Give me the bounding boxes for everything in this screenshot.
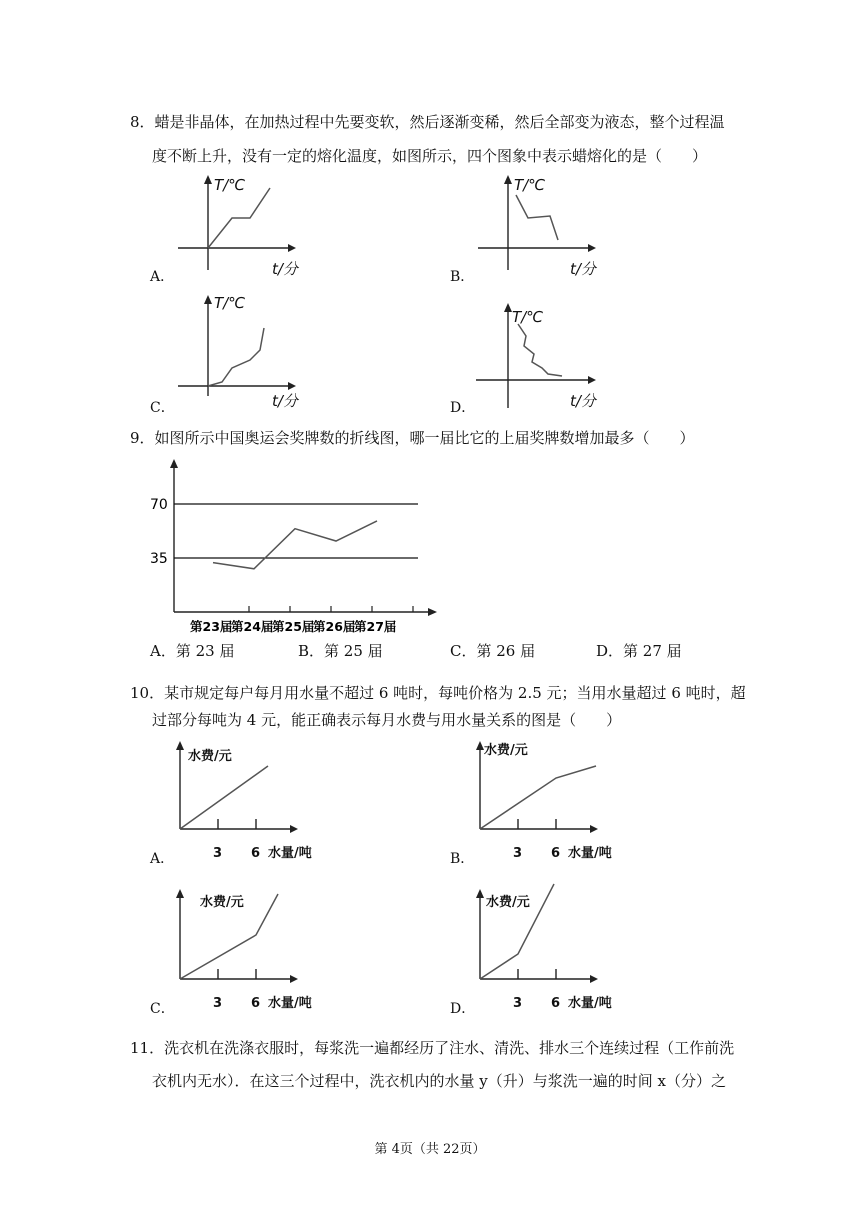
q10-graph-b (470, 734, 630, 864)
x-axis-label: t/分 (272, 260, 298, 278)
tick-3: 3 (513, 996, 523, 1011)
q9-option-d: D．第 27 届 (596, 642, 682, 660)
q8-option-c: C． (150, 400, 175, 416)
curve (180, 766, 268, 829)
q8-graph-c (170, 288, 320, 410)
page-footer: 第 4页（共 22页） (374, 1142, 486, 1157)
q10-text-line1: 10．某市规定每户每月用水量不超过 6 吨时，每吨价格为 2.5 元；当用水量超过 6 吨时，超 (130, 684, 746, 702)
q10-graph-a (170, 734, 330, 864)
y-axis-label: 水费/元 (188, 749, 232, 764)
category-label: 第25届 (272, 619, 315, 634)
curve (480, 766, 596, 829)
x-axis-label: 水量/吨 (568, 996, 612, 1011)
x-axis-label: 水量/吨 (268, 996, 312, 1011)
y-axis-label: 水费/元 (200, 895, 244, 910)
q9-option-a: A．第 23 届 (150, 642, 235, 660)
q8-text-line1: 8．蜡是非晶体，在加热过程中先要变软，然后逐渐变稀，然后全部变为液态，整个过程温 (130, 113, 725, 131)
tick-6: 6 (551, 996, 561, 1011)
y-axis-label: T/℃ (214, 176, 246, 194)
category-label: 第27届 (354, 619, 397, 634)
q8-text-line2: 度不断上升，没有一定的熔化温度，如图所示，四个图象中表示蜡熔化的是（ ） (152, 147, 708, 165)
tick-3: 3 (513, 846, 523, 861)
q8-option-b: B． (450, 269, 475, 285)
curve (516, 195, 558, 240)
q8-graph-b (470, 170, 620, 280)
tick-6: 6 (251, 996, 261, 1011)
y-axis-label: T/℃ (512, 308, 544, 326)
curve (208, 188, 270, 248)
q8-graph-a (170, 170, 320, 280)
q9-option-b: B．第 25 届 (298, 642, 383, 660)
y-tick-label: 35 (150, 551, 168, 567)
q10-option-a: A． (150, 851, 175, 867)
q9-text: 9．如图所示中国奥运会奖牌数的折线图，哪一届比它的上届奖牌数增加最多（ ） (130, 429, 695, 447)
q10-option-d: D． (450, 1001, 476, 1017)
q11-text-line2: 衣机内无水）．在这三个过程中，洗衣机内的水量 y（升）与浆洗一遍的时间 x（分）之 (152, 1072, 726, 1090)
curve (208, 328, 264, 386)
x-axis-label: 水量/吨 (568, 846, 612, 861)
x-axis-label: 水量/吨 (268, 846, 312, 861)
tick-3: 3 (213, 996, 223, 1011)
category-label: 第24届 (231, 619, 274, 634)
q10-graph-d (470, 882, 630, 1014)
y-tick-label: 70 (150, 497, 168, 513)
x-axis-label: t/分 (570, 392, 596, 410)
q8-option-d: D． (450, 400, 476, 416)
category-label: 第23届 (190, 619, 233, 634)
q11-text-line1: 11．洗衣机在洗涤衣服时，每浆洗一遍都经历了注水、清洗、排水三个连续过程（工作前洗 (130, 1039, 735, 1057)
q10-graph-c (170, 882, 330, 1014)
curve (518, 324, 562, 376)
x-axis-label: t/分 (272, 392, 298, 410)
tick-6: 6 (251, 846, 261, 861)
series-line (213, 521, 377, 569)
y-axis-label: 水费/元 (484, 743, 528, 758)
q10-text-line2: 过部分每吨为 4 元，能正确表示每月水费与用水量关系的图是（ ） (152, 711, 622, 729)
tick-3: 3 (213, 846, 223, 861)
q8-option-a: A． (150, 269, 175, 285)
y-axis-label: T/℃ (514, 176, 546, 194)
q9-option-c: C．第 26 届 (450, 642, 536, 660)
x-axis-label: t/分 (570, 260, 596, 278)
tick-6: 6 (551, 846, 561, 861)
y-axis-label: 水费/元 (486, 895, 530, 910)
medal-line-chart (140, 456, 445, 638)
q10-option-b: B． (450, 851, 475, 867)
q10-option-c: C． (150, 1001, 175, 1017)
category-label: 第26届 (313, 619, 356, 634)
q8-graph-d (470, 296, 620, 410)
y-axis-label: T/℃ (214, 294, 246, 312)
